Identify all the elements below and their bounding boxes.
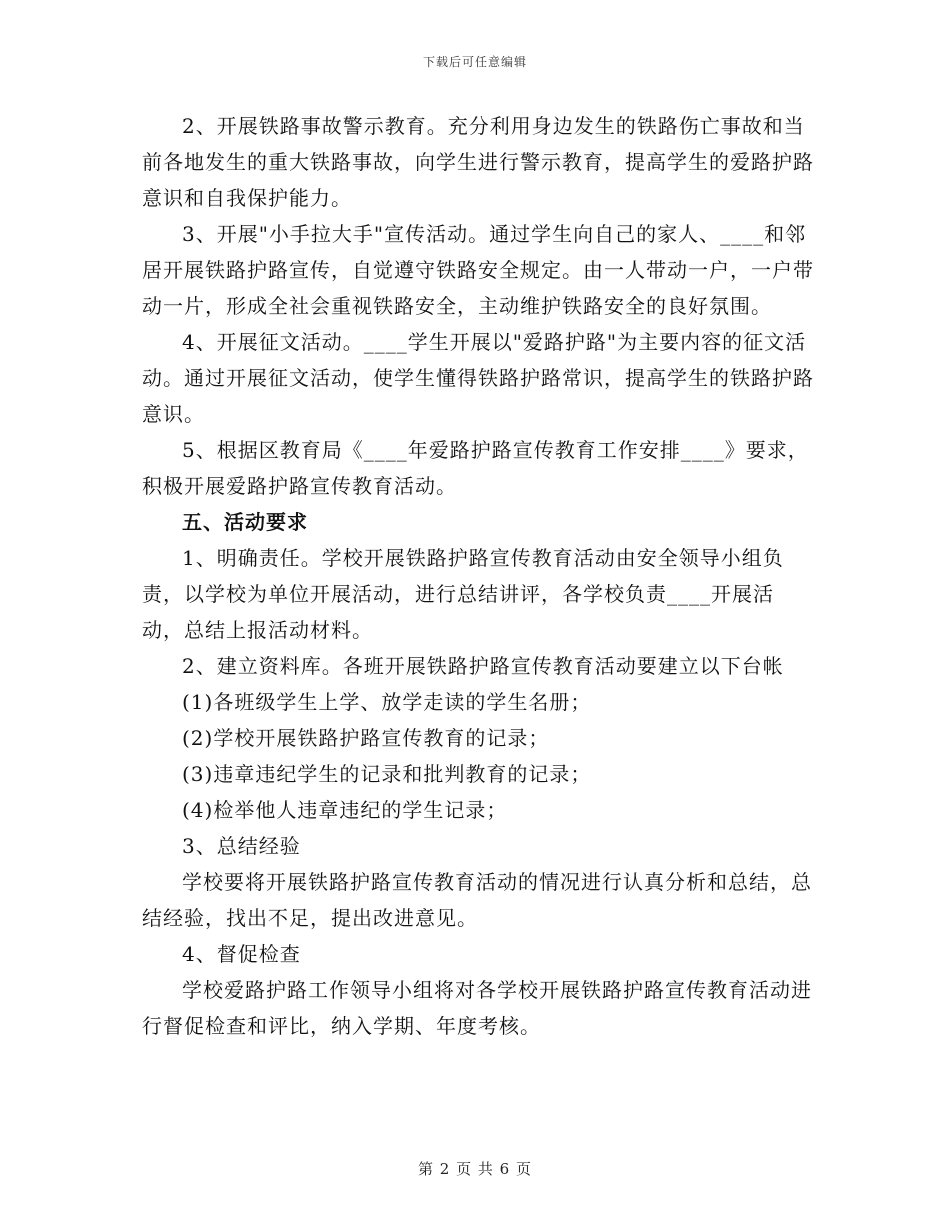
paragraph-database: 2、建立资料库。各班开展铁路护路宣传教育活动要建立以下台帐: [182, 654, 784, 678]
subheading-summary: 3、总结经验: [182, 834, 301, 858]
page-header-note: 下载后可任意编辑: [422, 55, 527, 69]
paragraph-hand-in-hand: 3、开展"小手拉大手"宣传活动。通过学生向自己的家人、____和邻居开展铁路护路宣传，自觉遵守铁路安全规定。由一人带动一户，一户带动一片，形成全社会重视铁路安全，主动维护铁路安全的良好氛围。: [142, 222, 814, 318]
subheading-inspection: 4、督促检查: [182, 942, 301, 966]
list-item: (3)违章违纪学生的记录和批判教育的记录；: [182, 762, 592, 786]
paragraph-inspection: 学校爱路护路工作领导小组将对各学校开展铁路护路宣传教育活动进行督促检查和评比，纳入学期、年度考核。: [142, 978, 812, 1038]
document-body: [142, 108, 814, 1044]
list-item: (1)各班级学生上学、放学走读的学生名册；: [182, 690, 592, 714]
paragraph-essay-activity: 4、开展征文活动。____学生开展以"爱路护路"为主要内容的征文活动。通过开展征文活动，使学生懂得铁路护路常识，提高学生的铁路护路意识。: [142, 330, 814, 426]
paragraph-accident-warning: 2、开展铁路事故警示教育。充分利用身边发生的铁路伤亡事故和当前各地发生的重大铁路事故，向学生进行警示教育，提高学生的爱路护路意识和自我保护能力。: [142, 114, 814, 210]
list-item: (2)学校开展铁路护路宣传教育的记录；: [182, 726, 550, 750]
section-heading-requirements: 五、活动要求: [182, 510, 308, 534]
list-item: (4)检举他人违章违纪的学生记录；: [182, 798, 508, 822]
paragraph-responsibility: 1、明确责任。学校开展铁路护路宣传教育活动由安全领导小组负责，以学校为单位开展活动，进行总结讲评，各学校负责____开展活动，总结上报活动材料。: [142, 546, 784, 642]
paragraph-summary: 学校要将开展铁路护路宣传教育活动的情况进行认真分析和总结，总结经验，找出不足，提出改进意见。: [142, 870, 812, 930]
paragraph-bureau-requirement: 5、根据区教育局《____年爱路护路宣传教育工作安排____》要求，积极开展爱路护路宣传教育活动。: [142, 438, 809, 498]
page-number: 第 2 页 共 6 页: [418, 1160, 532, 1178]
